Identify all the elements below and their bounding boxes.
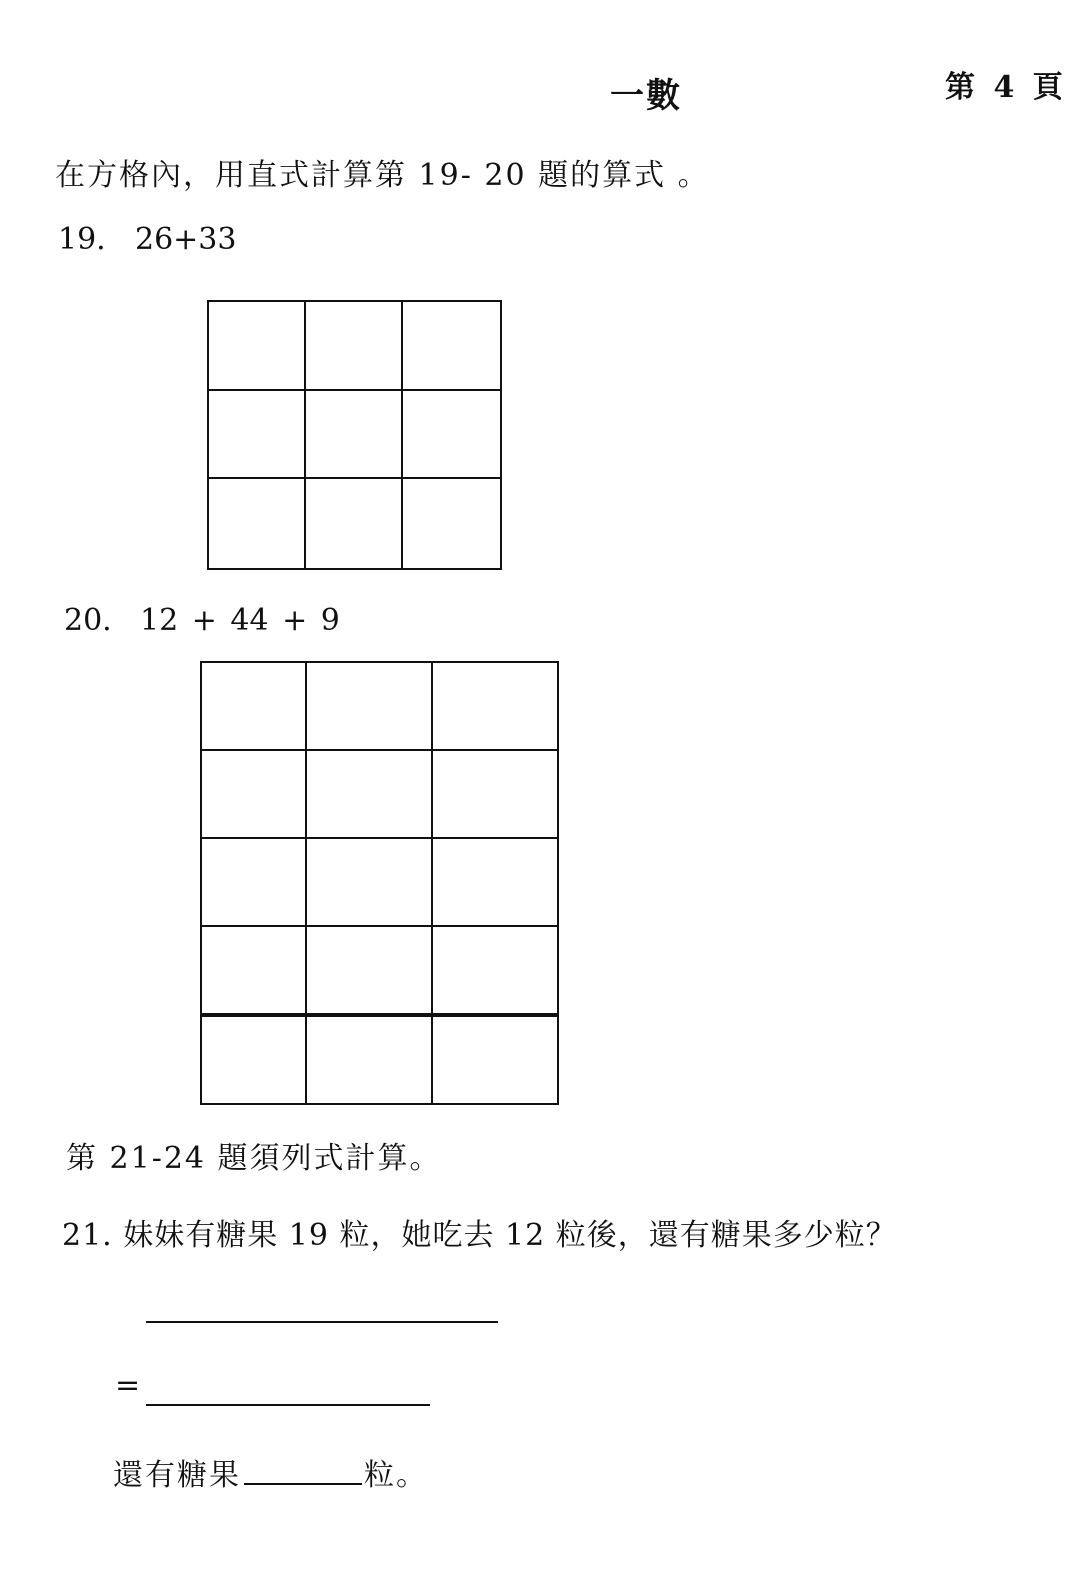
question-20-number: 20. xyxy=(64,603,112,638)
question-19-answer-grid[interactable] xyxy=(207,300,502,570)
grid-cell[interactable] xyxy=(306,479,403,568)
grid-cell[interactable] xyxy=(307,839,433,927)
grid-cell[interactable] xyxy=(307,663,433,751)
grid-cell[interactable] xyxy=(202,663,307,751)
section-instruction-word-problems: 第 21-24 題須列式計算。 xyxy=(66,1141,442,1176)
grid-cell[interactable] xyxy=(403,479,500,568)
question-21-text: 21. 妹妹有糖果 19 粒，她吃去 12 粒後，還有糖果多少粒？ xyxy=(62,1218,897,1253)
grid-cell[interactable] xyxy=(306,302,403,391)
question-21-answer-blank[interactable] xyxy=(244,1483,362,1485)
grid-cell[interactable] xyxy=(433,839,557,927)
section-instruction-vertical-calc: 在方格內，用直式計算第 19- 20 題的算式 。 xyxy=(55,158,710,193)
grid-cell[interactable] xyxy=(433,663,557,751)
subject-title: 一數 xyxy=(610,76,682,116)
page-number: 第 4 頁 xyxy=(945,70,1067,105)
grid-cell[interactable] xyxy=(202,927,307,1015)
answer-suffix: 粒。 xyxy=(364,1458,428,1493)
grid-cell[interactable] xyxy=(403,302,500,391)
grid-cell[interactable] xyxy=(433,927,557,1015)
grid-cell[interactable] xyxy=(403,391,500,480)
grid-cell[interactable] xyxy=(209,391,306,480)
question-21-equation-line[interactable] xyxy=(146,1321,498,1323)
question-20-expression: 12 + 44 + 9 xyxy=(140,603,340,638)
grid-cell[interactable] xyxy=(306,391,403,480)
grid-cell[interactable] xyxy=(202,1015,307,1103)
question-19-number: 19. xyxy=(58,222,106,257)
equals-sign: = xyxy=(115,1368,141,1403)
question-20-answer-grid[interactable] xyxy=(200,661,559,1105)
question-21-result-line[interactable] xyxy=(146,1404,430,1406)
answer-prefix: 還有糖果 xyxy=(113,1458,241,1493)
grid-cell[interactable] xyxy=(209,302,306,391)
grid-cell[interactable] xyxy=(307,927,433,1015)
grid-cell[interactable] xyxy=(307,751,433,839)
grid-cell[interactable] xyxy=(433,1015,557,1103)
question-19-expression: 26+33 xyxy=(135,222,237,257)
grid-cell[interactable] xyxy=(202,751,307,839)
grid-cell[interactable] xyxy=(307,1015,433,1103)
grid-cell[interactable] xyxy=(433,751,557,839)
grid-cell[interactable] xyxy=(209,479,306,568)
grid-cell[interactable] xyxy=(202,839,307,927)
